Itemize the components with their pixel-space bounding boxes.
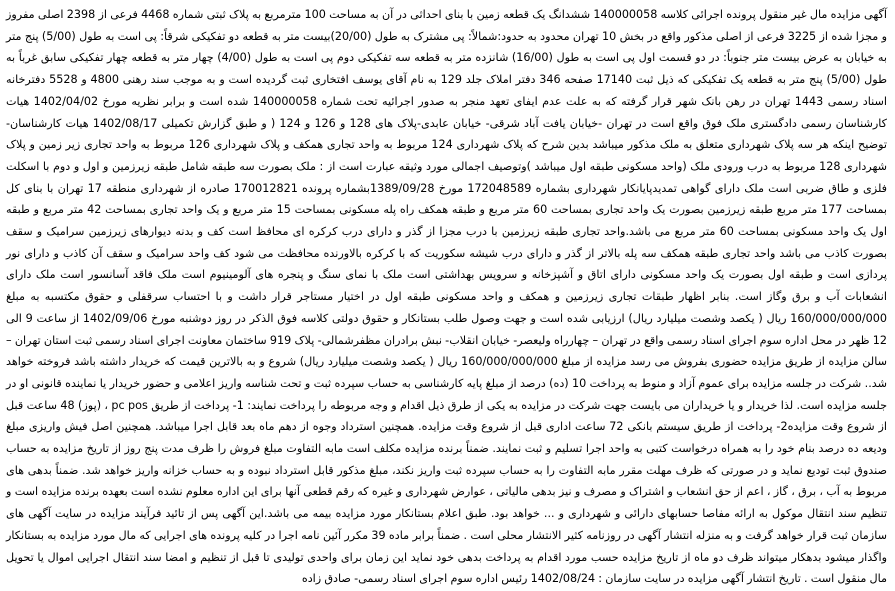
auction-notice-text: آگهی مزایده مال غیر منقول پرونده اجرائی کلاسه 140000058 ششدانگ یک قطعه زمین با بنای احداثی در آن به مساحت 100 مترمربع به پلاک ثبتی شماره 4468 فرعی از 2398 اصلی مفروز و مجزا شده از 3225 فرعی از اصلی مذکور واقع در بخش 10 تهران محدود به حدود:شمالاً: پی مشترک به طول (20/00)بیست متر به قطعه دو تفکیکی شرقاً: پی است به طول (5/00) پنج متر به خیابان به عرض بیست متر جنوباً: در دو قسمت اول پی است به طول (16/00) شانزده متر به قطعه سه تفکیکی دوم پی است به طول (4/00) چهار متر به قطعه چهار تفکیکی سابق غرباً به طول (5/00) پنج متر به قطعه یک تفکیکی که ذیل ثبت 17140 صفحه 346 دفتر املاک جلد 129 به نام آقای یوسف افتخاری ثبت گردیده است و به موجب سند رهنی 4800 و 5528 دفترخانه اسناد رسمی 1443 تهران در رهن بانک شهر قرار گرفته که به علت عدم ایفای تعهد منجر به صدور اجرائیه تحت شماره 140000058 شده است و برابر نظریه مورخ 1402/04/02 هیات کارشناسان رسمی دادگستری ملک فوق واقع است در تهران -خیابان یافت آباد شرقی- خیابان عابدی-پلاک های 128 و 126 و 124 ( و طبق گزارش تکمیلی 1402/08/17 هیات کارشناسان- توضیح اینکه هر سه پلاک شهرداری متعلق به ملک مذکور میباشد بدین شرح که پلاک شهرداری 124 مربوط به واحد تجاری همکف و پلاک شهرداری 126 مربوط به واحد تجاری زیر زمین و پلاک شهرداری 128 مربوط به درب ورودی ملک (واحد مسکونی طبقه اول میباشد )وتوصیف اجمالی مورد وثیقه عبارت است از : ملک بصورت سه طبقه شامل طبقه زیرزمین و اول و دوم با اسکلت فلزی و طاق ضربی است ملک دارای گواهی تمدیدپایانکار شهرداری بشماره 172048589 مورخ 1389/09/28بشماره پرونده 170012821 صادره از شهرداری منطقه 17 تهران با بنای کل بمساحت 177 متر مربع طبقه زیرزمین بصورت یک واحد تجاری بمساحت 60 متر مربع و طبقه همکف راه پله مسکونی بمساحت 15 متر مربع و یک واحد تجاری بمساحت 42 متر مربع و طبقه اول یک واحد مسکونی بمساحت 60 متر مربع می باشد.واحد تجاری طبقه زیرزمین با درب مجزا از گذر و دارای درب کرکره ای محافظ است کف و بدنه دیوارهای زیرزمین سرامیک و سقف بصورت کاذب می باشد واحد تجاری طبقه همکف سه پله بالاتر از گذر و دارای درب شیشه سکوریت که با کرکره بالاورنده محافظت می شود کف واحد سرامیک و سقف آن کاذب و دارای نور پردازی است و طبقه اول بصورت یک واحد مسکونی دارای اتاق و آشپزخانه و سرویس بهداشتی است ملک با نمای سنگ و پنجره های آلومینیوم است ملک فاقد آسانسور است ملک دارای انشعابات آب و برق وگاز است. بنابر اظهار طبقات تجاری زیرزمین و همکف و واحد مسکونی طبقه اول در اختیار مستاجر قرار داشت و با احتساب سرقفلی و حقوق مکتسبه به مبلغ 160/000/000/000 ریال ( یکصد وشصت میلیارد ریال) ارزیابی شده است و جهت وصول طلب بستانکار و حقوق دولتی کلاسه فوق الذکر در روز دوشنبه مورخ 1402/09/06 از ساعت 9 الی 12 ظهر در محل اداره سوم اجرای اسناد رسمی واقع در تهران – چهارراه ولیعصر- خیابان انقلاب- نبش برادران مظفرشمالی- پلاک 919 ساختمان معاونت اجرای اسناد رسمی ثبت استان تهران – سالن مزایده از طریق مزایده حضوری بفروش می رسد مزایده از مبلغ 160/000/000/000 ریال ( یکصد وشصت میلیارد ریال) شروع و به بالاترین قیمت که خریدار داشته باشد فروخته خواهد شد.. شرکت در جلسه مزایده برای عموم آزاد و منوط به پرداخت 10 (ده) درصد از مبلغ پایه کارشناسی به حساب سپرده ثبت و تحت شناسه واریز اعلامی و حضور خریدار یا نماینده قانونی او در جلسه مزایده است. لذا خریدار و یا خریداران می بایست جهت شرکت در مزایده به یکی از طرق ذیل اقدام و وجه مربوطه را پرداخت نمایند: 1- پرداخت از طریق pc pos ، (پوز) 48 ساعت قبل از شروع وقت مزایده2- پرداخت از طریق سیستم بانکی 72 ساعت اداری قبل از شروع وقت مزایده. همچنین استرداد وجوه از دهم ماه بعد قابل اجرا میباشد. همچنین اصل فیش واریزی مبلغ ودیعه ده درصد بنام خود را به همراه درخواست کتبی به واحد اجرا تسلیم و ثبت نمایند. ضمناً برنده مزایده مکلف است مابه التفاوت مبلغ فروش را ظرف مدت پنج روز از تاریخ مزایده به حساب صندوق ثبت تودیع نماید و در صورتی که ظرف مهلت مقرر مابه التفاوت را به حساب سپرده ثبت واریز نکند، مبلغ مذکور قابل استرداد نبوده و به حساب خزانه واریز خواهد شد. ضمناً بدهی های مربوط به آب ، برق ، گاز ، اعم از حق انشعاب و اشتراک و مصرف و نیز بدهی مالیاتی ، عوارض شهرداری و غیره که رقم قطعی آنها برای این اداره معلوم نشده است بعهده برنده مزایده است و تنظیم سند انتقال موکول به ارائه مفاصا حسابهای دارائی و شهرداری و ... خواهد بود. طبق اعلام بستانکار مورد مزایده بیمه می باشد.این آگهی پس از تائید فرآیند مزایده در سایت آگهی های سازمان ثبت قرار خواهد گرفت و به منزله انتشار آگهی در روزنامه کثیر الانتشار محلی است . ضمناً برابر ماده 39 مکرر آئین نامه اجرا در کلیه پرونده های اجرایی که مال مورد مزایده به بستانکار واگذار میشود بدهکار میتواند ظرف دو ماه از تاریخ مزایده حسب مورد اقدام به پرداخت بدهی خود نماید این زمان برای واحدی تولیدی تا قبل از تنظیم و امضا سند انتقال اجرایی اموال یا تحویل مال منقول است . تاریخ انتشار آگهی مزایده در سایت سازمان : 1402/08/24 رئیس اداره سوم اجرای اسناد رسمی- صادق زاده: [6, 8, 888, 586]
